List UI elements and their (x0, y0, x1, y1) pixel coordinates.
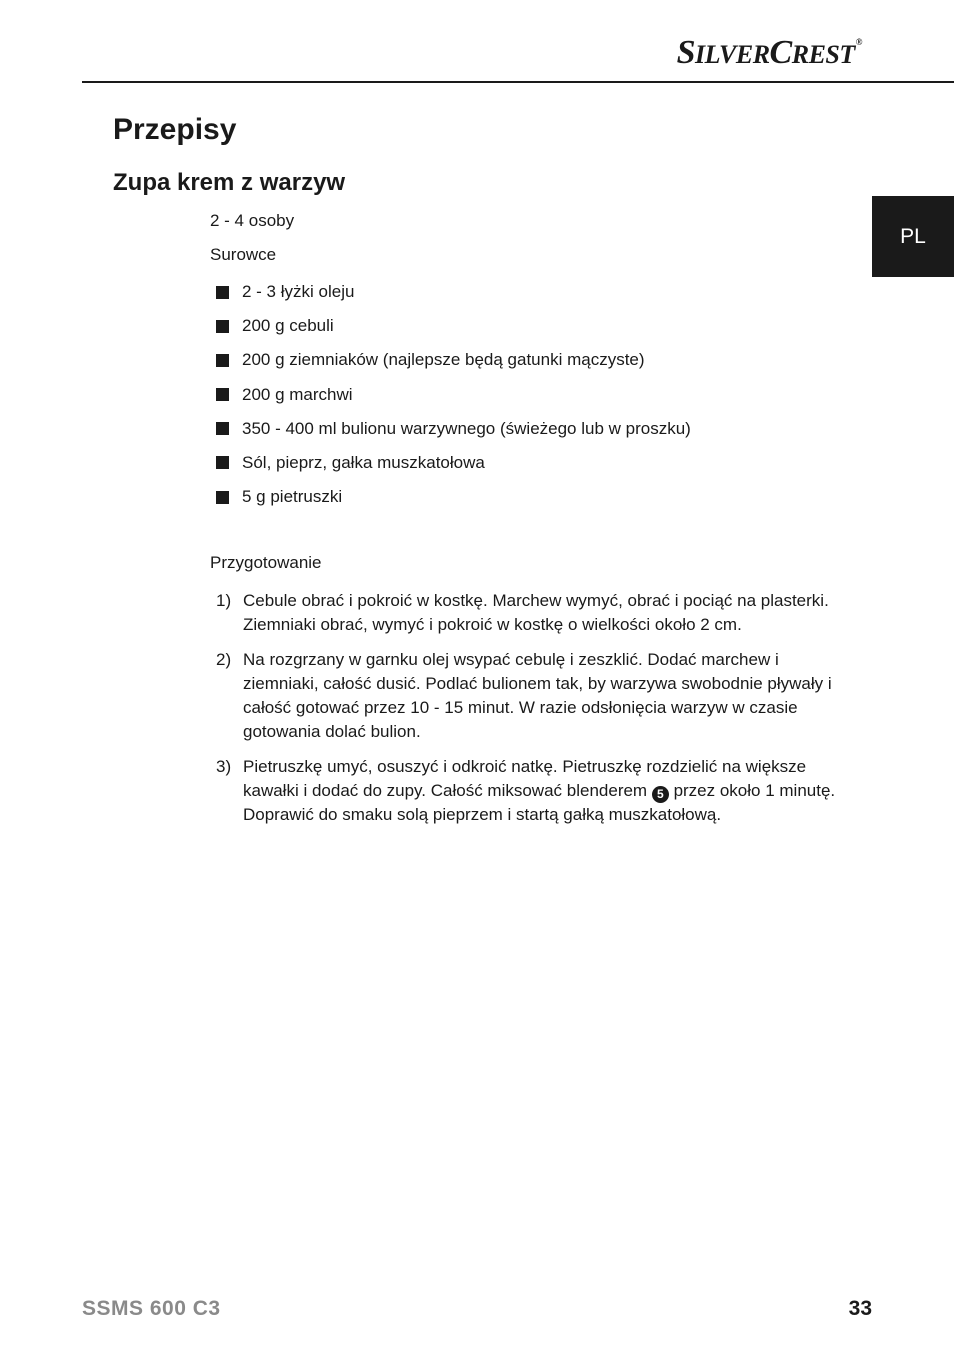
footer-model: SSMS 600 C3 (82, 1297, 221, 1320)
list-item: 200 g cebuli (216, 314, 836, 338)
page-number: 33 (848, 1297, 872, 1320)
square-bullet-icon (216, 286, 229, 299)
servings: 2 - 4 osoby (210, 211, 295, 230)
square-bullet-icon (216, 422, 229, 435)
preparation-heading: Przygotowanie (210, 553, 322, 572)
square-bullet-icon (216, 320, 229, 333)
part-reference-icon: 5 (652, 786, 669, 803)
silvercrest-logo: SILVERCREST® (676, 34, 862, 71)
square-bullet-icon (216, 388, 229, 401)
list-item: 5 g pietruszki (216, 485, 836, 509)
preparation-steps (216, 589, 838, 838)
list-item: 350 - 400 ml bulionu warzywnego (świeżego lub w proszku) (216, 417, 836, 441)
square-bullet-icon (216, 354, 229, 367)
step-text: Pietruszkę umyć, osuszyć i odkroić natkę. Pietruszkę rozdzielić na większe kawałki i dodać do zupy. Całość miksować blenderem 5 przez około 1 minutę. Doprawić do smaku solą pieprzem i startą gałką muszkatołową. (243, 756, 836, 825)
step-number: 3) (216, 756, 232, 776)
language-tab-label: PL (900, 224, 926, 248)
step-number: 1) (216, 591, 232, 610)
square-bullet-icon (216, 491, 229, 504)
list-item: 200 g marchwi (216, 383, 836, 407)
header-rule (82, 81, 954, 83)
step-text: Na rozgrzany w garnku olej wsypać cebulę i zeszklić. Dodać marchew i ziemniaki, całość dusić. Podlać bulionem tak, by warzywa swobodnie pływały i całość gotować przez 10 - 15 minut. W razie odsłonięcia warzyw w czasie gotowania dolać bulion. (243, 649, 832, 742)
square-bullet-icon (216, 456, 229, 469)
step-item (216, 755, 838, 828)
list-item: 2 - 3 łyżki oleju (216, 280, 836, 304)
ingredients-list (216, 280, 836, 519)
step-item (216, 648, 838, 745)
step-text: Cebule obrać i pokroić w kostkę. Marchew wymyć, obrać i pociąć na plasterki. Ziemniaki obrać, wymyć i pokroić w kostkę o wielkości około 2 cm. (243, 591, 829, 635)
step-item (216, 589, 838, 638)
language-tab (872, 196, 954, 277)
recipe-title: Zupa krem z warzyw (113, 169, 346, 196)
list-item: Sól, pieprz, gałka muszkatołowa (216, 451, 836, 475)
list-item: 200 g ziemniaków (najlepsze będą gatunki mączyste) (216, 348, 836, 372)
ingredients-heading: Surowce (210, 245, 277, 264)
page-title: Przepisy (113, 113, 237, 146)
step-number: 2) (216, 649, 232, 669)
